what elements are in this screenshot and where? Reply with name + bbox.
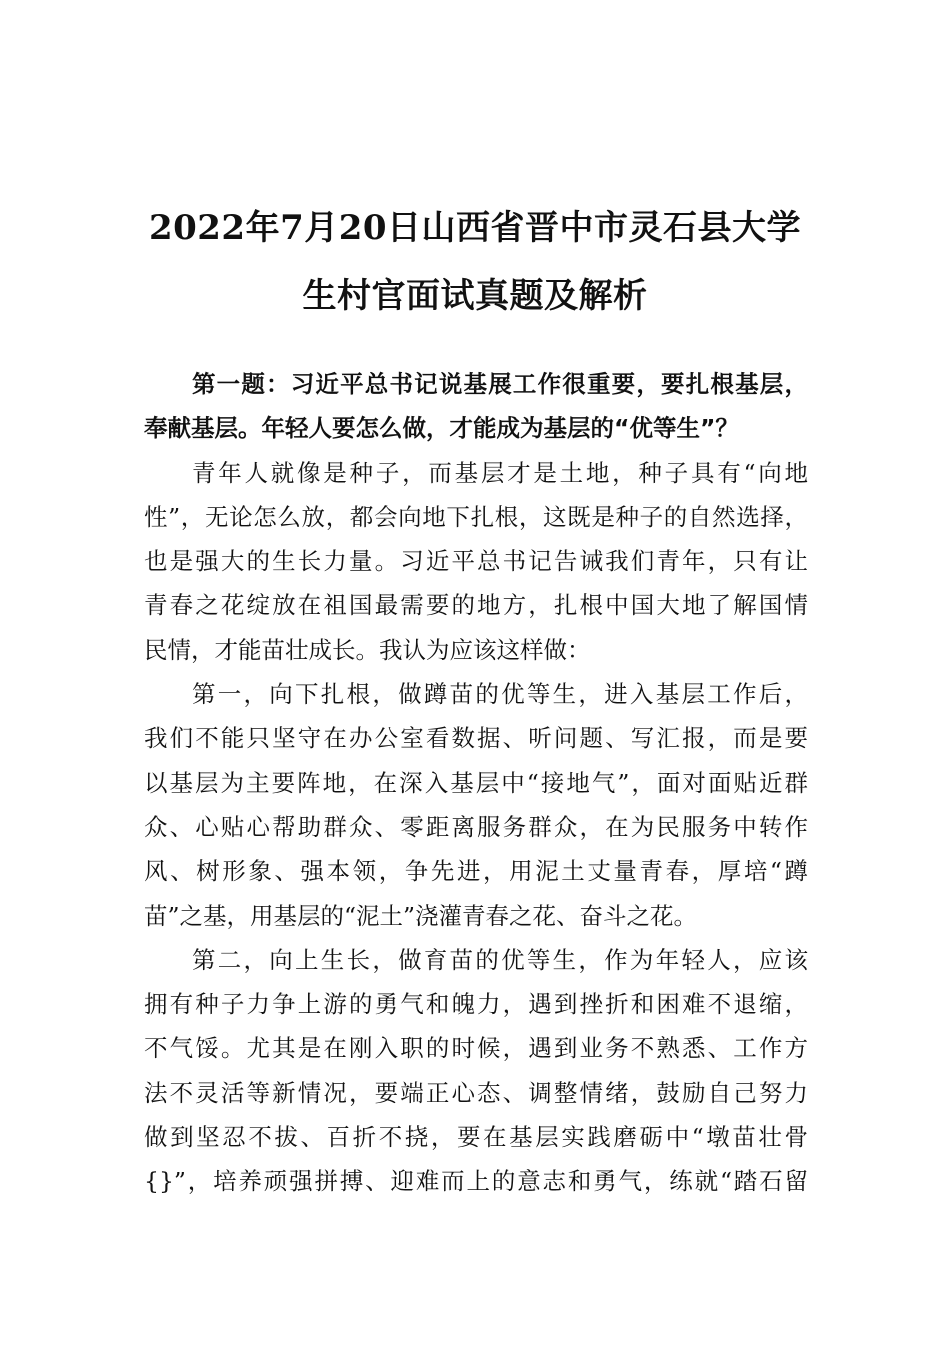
- document-title-line-1: 2022年7月20日山西省晋中市灵石县大学: [148, 208, 802, 248]
- body-line: 法不灵活等新情况，要端正心态、调整情绪，鼓励自己努力: [144, 1078, 808, 1107]
- body-line: 第一题：习近平总书记说基展工作很重要，要扎根基层，: [192, 370, 808, 398]
- body-line: 青春之花绽放在祖国最需要的地方，扎根中国大地了解国情: [144, 591, 808, 620]
- body-line: 风、树形象、强本领，争先进，用泥土丈量青春，厚培“蹲: [144, 857, 808, 886]
- body-line: 性”，无论怎么放，都会向地下扎根，这既是种子的自然选择，: [144, 502, 808, 531]
- body-line: 第一，向下扎根，做蹲苗的优等生，进入基层工作后，: [192, 680, 808, 709]
- body-line: 也是强大的生长力量。习近平总书记告诫我们青年，只有让: [144, 547, 808, 576]
- body-line: {}”，培养顽强拼搏、迎难而上的意志和勇气，练就“踏石留: [144, 1167, 808, 1196]
- document-body: [144, 362, 808, 1204]
- body-line: 我们不能只坚守在办公室看数据、听问题、写汇报，而是要: [144, 724, 808, 753]
- body-line: 做到坚忍不拔、百折不挠，要在基层实践磨砺中“墩苗壮骨: [144, 1123, 808, 1152]
- body-line: 苗”之基，用基层的“泥土”浇灌青春之花、奋斗之花。: [144, 901, 698, 930]
- body-line: 不气馁。尤其是在刚入职的时候，遇到业务不熟悉、工作方: [144, 1034, 808, 1063]
- body-line: 民情，才能苗壮成长。我认为应该这样做：: [144, 635, 591, 664]
- body-line: 奉献基层。年轻人要怎么做，才能成为基层的“优等生”？: [144, 414, 739, 443]
- body-line: 第二，向上生长，做育苗的优等生，作为年轻人，应该: [192, 945, 808, 974]
- body-line: 众、心贴心帮助群众、零距离服务群众，在为民服务中转作: [144, 812, 808, 841]
- body-line: 以基层为主要阵地，在深入基层中“接地气”，面对面贴近群: [144, 768, 808, 797]
- document-title-line-2: 生村官面试真题及解析: [302, 276, 648, 316]
- body-line: 拥有种子力争上游的勇气和魄力，遇到挫折和困难不退缩，: [144, 990, 808, 1019]
- body-line: 青年人就像是种子，而基层才是土地，种子具有“向地: [192, 458, 808, 487]
